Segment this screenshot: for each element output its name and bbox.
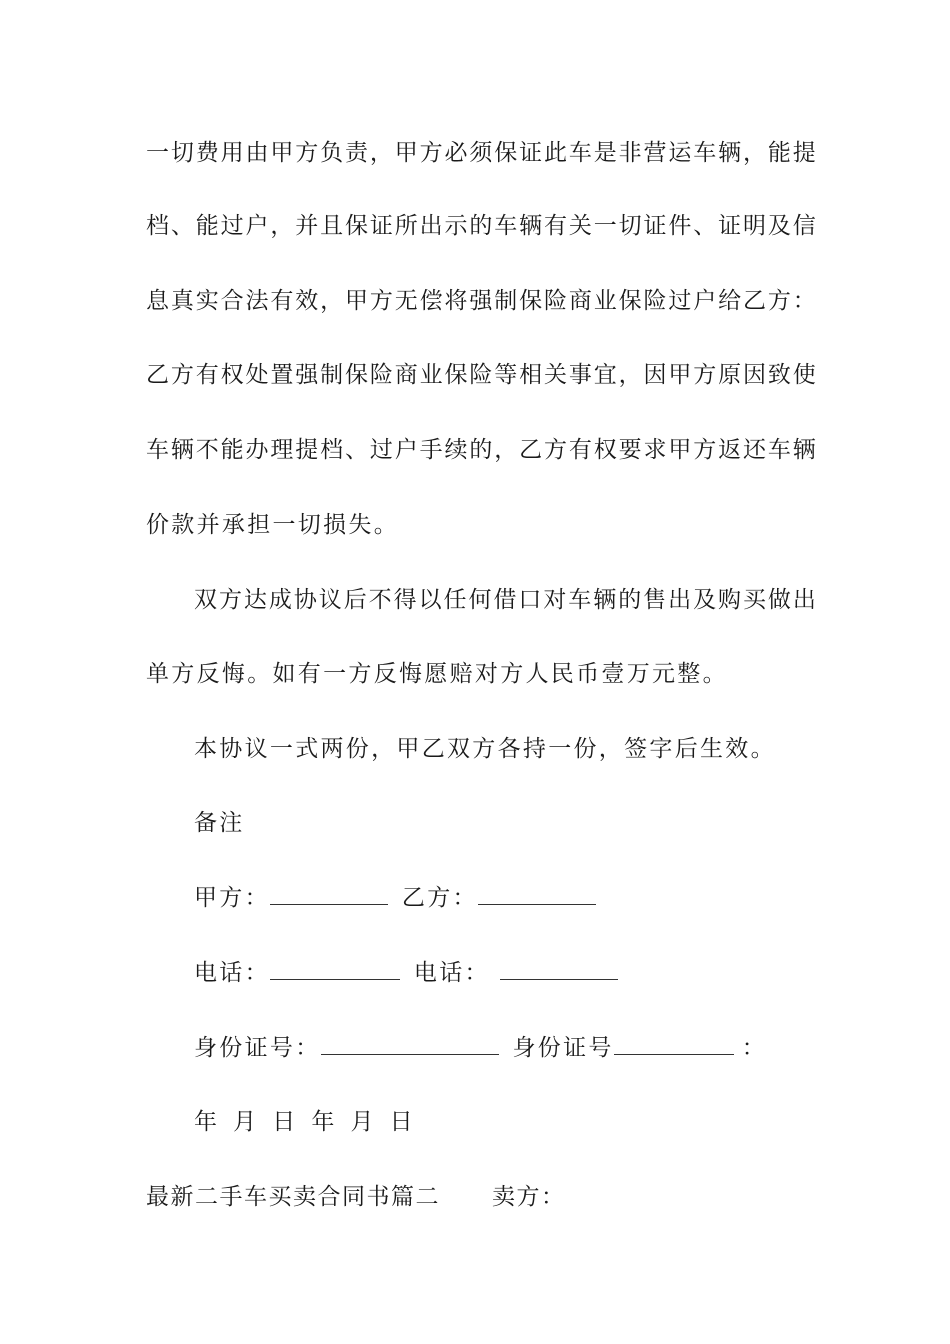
remarks-label: 备注 [194,810,245,836]
paragraph-1-line-6: 价款并承担一切损失。 [146,512,399,538]
paragraph-1-line-3: 息 真 实 合 法 有 效 ， 甲 方 无 偿 将 强 制 保 险 商 业 保 险 过 户 给 乙 方 ： [146,288,816,314]
party-b-blank [478,884,596,905]
id-b-label: 身份证号 [512,1035,614,1061]
seller-label: 卖方： [492,1184,566,1210]
next-section-row [146,1182,816,1212]
phone-row [194,958,864,988]
party-b-label: 乙方： [401,885,478,911]
party-row [194,883,864,913]
id-b-blank [614,1034,734,1055]
phone-b-label: 电话： [413,960,490,986]
paragraph-1-line-2: 档 、 能 过 户 ， 并 且 保 证 所 出 示 的 车 辆 有 关 一 切 证 件 、 证 明 及 信 [146,213,816,239]
id-row [194,1033,864,1063]
paragraph-3: 本协议一式两份，甲乙双方各持一份，签字后生效。 [194,736,776,762]
id-b-suffix: ： [741,1035,768,1061]
next-section-title: 最新二手车买卖合同书篇二 [146,1184,440,1210]
phone-b-blank [500,959,618,980]
id-a-label: 身份证号： [194,1035,321,1061]
id-a-blank [321,1034,499,1055]
paragraph-1-line-4: 乙 方 有 权 处 置 强 制 保 险 商 业 保 险 等 相 关 事 宜 ， 因 甲 方 原 因 致 使 [146,362,816,388]
phone-a-label: 电话： [194,960,270,986]
phone-a-blank [270,959,400,980]
date-line: 年 月 日 年 月 日 [194,1109,414,1135]
paragraph-2-line-1: 双 方 达 成 协 议 后 不 得 以 任 何 借 口 对 车 辆 的 售 出 及 购 买 做 出 [194,587,816,613]
party-a-label: 甲方： [194,885,270,911]
paragraph-1-line-5: 车 辆 不 能 办 理 提 档 、 过 户 手 续 的 ， 乙 方 有 权 要 求 甲 方 返 还 车 辆 [146,437,816,463]
party-a-blank [270,884,388,905]
paragraph-2-line-2: 单方反悔。如有一方反悔愿赔对方人民币壹万元整。 [146,661,728,687]
paragraph-1-line-1: 一 切 费 用 由 甲 方 负 责 ， 甲 方 必 须 保 证 此 车 是 非 营 运 车 辆 ， 能 提 [146,140,816,166]
